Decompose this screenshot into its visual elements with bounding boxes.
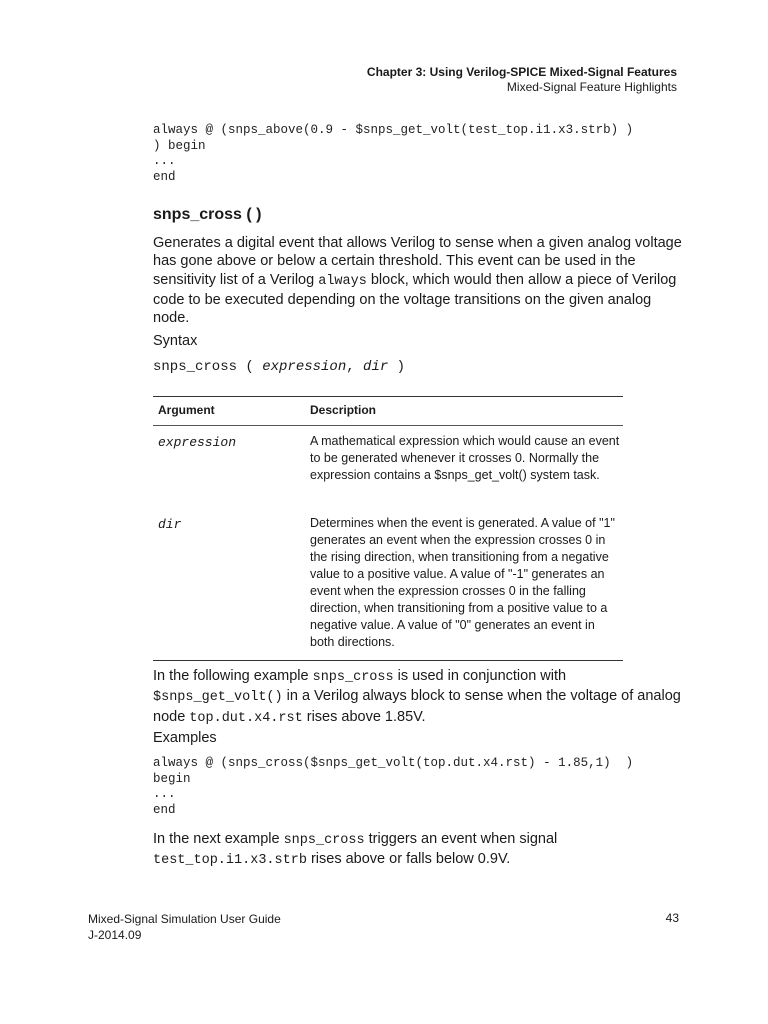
- table-bottom-rule: [153, 660, 623, 661]
- inline-code-always: always: [318, 273, 367, 289]
- syntax-arg-dir: dir: [363, 359, 389, 375]
- intro-text-1: Generates a digital event that allows Verilog to sense when a given analog voltage has gone above or below a certain threshold. This event can be used in the sensitivity list of a Verilog: [153, 235, 682, 288]
- code-block-example: always @ (snps_cross($snps_get_volt(top.dut.x4.rst) - 1.85,1) ) begin ... end: [153, 756, 634, 817]
- example-intro-text-3: in a Verilog always block to sense when the voltage of analog node: [153, 688, 681, 725]
- footer-guide-title: Mixed-Signal Simulation User Guide: [88, 912, 281, 926]
- section-heading: snps_cross ( ): [153, 206, 262, 223]
- inline-code-get-volt: $snps_get_volt(): [153, 690, 283, 706]
- inline-code-snps-cross-2: snps_cross: [283, 833, 365, 848]
- syntax-func: snps_cross (: [153, 359, 263, 375]
- example-intro-text-4: rises above 1.85V.: [302, 708, 426, 725]
- table-row-desc-expression: A mathematical expression which would cause an event to be generated whenever it crosses 0. Normally the expression contains a $snps_get_volt() system task.: [310, 434, 620, 482]
- example-intro-paragraph: [153, 667, 688, 728]
- examples-label: Examples: [153, 730, 217, 746]
- table-row-desc-dir: Determines when the event is generated. A value of "1" generates an event when the expression crosses 0 in the rising direction, when transitioning from a negative value to a positive value. A value of "-1" generates an event when the expression crosses 0 in the falling direction, when transitioning from a positive value to a negative value. A value of "0" generates an event in both directions.: [310, 516, 615, 649]
- table-header-rule: [153, 425, 623, 426]
- page-number: 43: [665, 911, 679, 925]
- table-header-description: Description: [310, 403, 377, 417]
- code-block-snps-above: always @ (snps_above(0.9 - $snps_get_volt(test_top.i1.x3.strb) ) ) begin ... end: [153, 123, 634, 184]
- footer-left: [88, 911, 281, 943]
- intro-paragraph: [153, 234, 688, 327]
- intro-text-2: block, which would then allow a piece of Verilog code to be executed depending on the voltage transitions on the given analog node.: [153, 271, 677, 327]
- example-intro-text-2: is used in conjunction with: [393, 668, 567, 684]
- next-example-paragraph: [153, 830, 688, 871]
- footer-version: J-2014.09: [88, 928, 142, 942]
- example-intro-text-1: In the following example: [153, 668, 313, 684]
- table-row-arg-expression: expression: [158, 435, 237, 450]
- syntax-signature: [153, 359, 405, 375]
- table-top-rule: [153, 396, 623, 397]
- syntax-close: ): [388, 359, 406, 375]
- inline-code-node: top.dut.x4.rst: [189, 710, 303, 726]
- inline-code-strb: test_top.i1.x3.strb: [153, 853, 307, 869]
- chapter-title: Chapter 3: Using Verilog-SPICE Mixed-Signal Features: [366, 65, 677, 79]
- section-title: Mixed-Signal Feature Highlights: [506, 80, 677, 94]
- syntax-label: Syntax: [153, 333, 198, 349]
- syntax-arg-expression: expression: [262, 359, 347, 375]
- table-row-arg-dir: dir: [158, 517, 182, 532]
- inline-code-snps-cross: snps_cross: [312, 670, 394, 685]
- next-example-text-1: In the next example: [153, 831, 284, 847]
- syntax-sep: ,: [346, 359, 364, 375]
- next-example-text-3: rises above or falls below 0.9V.: [306, 851, 511, 868]
- next-example-text-2: triggers an event when signal: [364, 831, 558, 847]
- table-header-argument: Argument: [158, 403, 215, 417]
